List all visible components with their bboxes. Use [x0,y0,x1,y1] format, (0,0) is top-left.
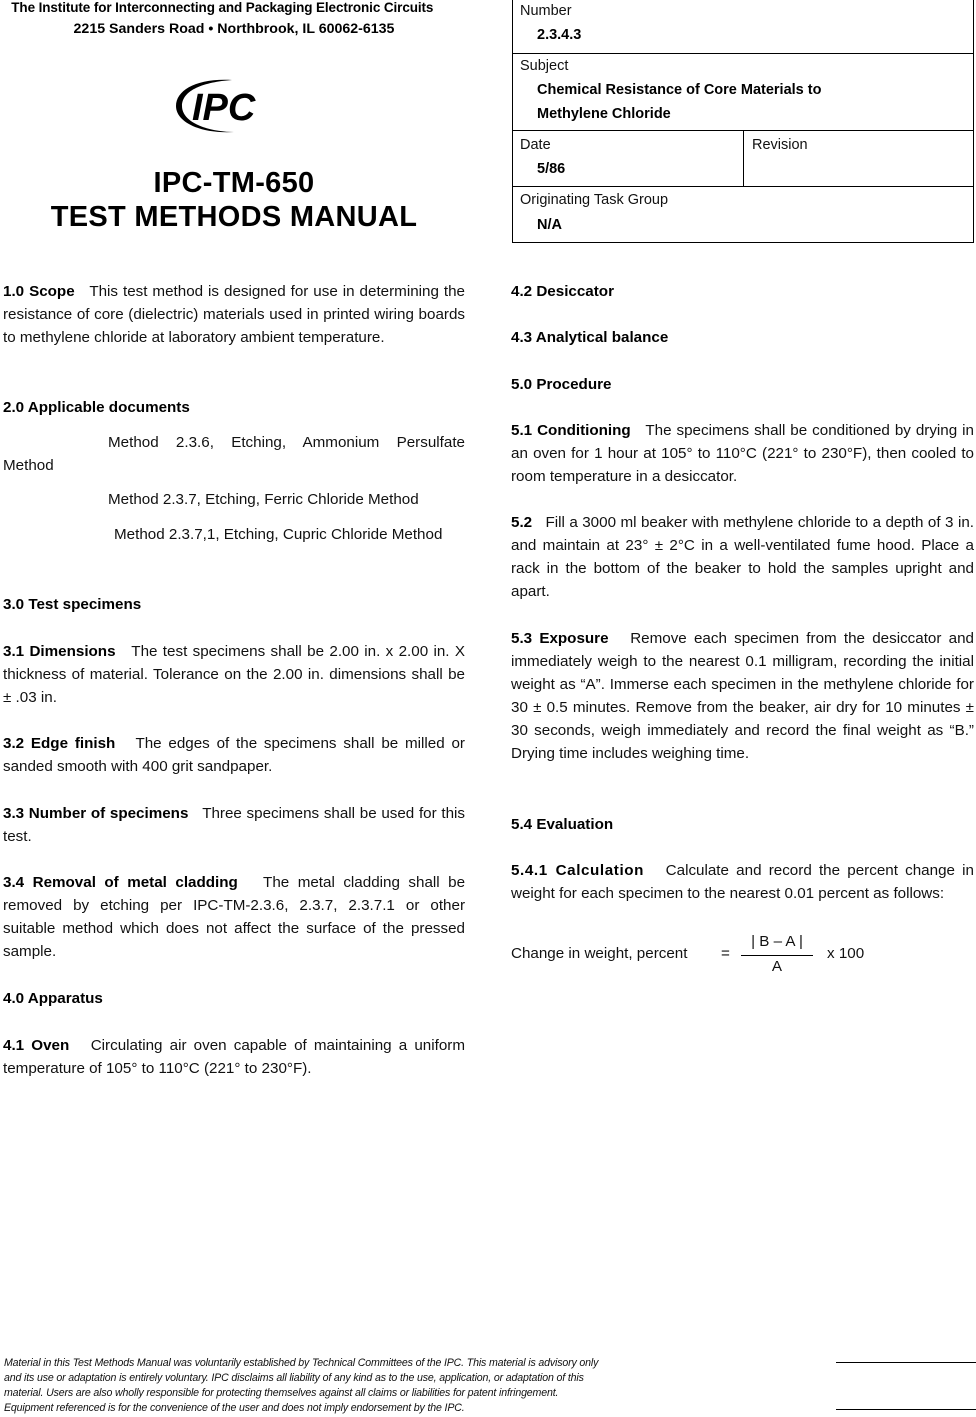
section-heading: 4.1 Oven [3,1037,70,1054]
section-4-0-heading: 4.0 Apparatus [3,990,103,1007]
formula-numerator: | B – A | [751,933,803,950]
section-heading: 3.2 Edge finish [3,735,116,752]
section-3-1-dimensions [3,640,465,709]
logo-text: IPC [192,87,256,129]
section-3-2-edge-finish [3,732,465,778]
section-text: The edges of the specimens shall be milled or sanded smooth with 400 grit sandpaper. [3,735,465,775]
section-text: Fill a 3000 ml beaker with methylene chloride to a depth of 3 in. and maintain at 23° ± 2°C in a well-ventilated fume hood. Place a rack in the bottom of the beaker to hold the samples upright and apart. [511,514,974,600]
footer-rule-bottom [836,1409,976,1410]
disclaimer-line: Equipment referenced is for the convenience of the user and does not imply endorsement by the IPC. [4,1402,465,1414]
section-3-0-heading: 3.0 Test specimens [3,596,142,613]
section-text: Remove each specimen from the desiccator and immediately weigh to the nearest 0.1 milligram, recording the initial weight as “A”. Immerse each specimen in the methylene chloride for 30 ± 0.5 minutes. Remove from the beaker, air dry for 10 minutes ± 30 seconds, weigh immediately and record the final weight as “B.” Drying time includes weighing time. [511,630,974,762]
doc-text: Method 2.3.7, Etching, Ferric Chloride Method [108,491,419,508]
section-5-1-conditioning [511,419,974,488]
ipc-logo-icon [172,76,282,136]
subject-line2: Methylene Chloride [537,106,671,122]
section-text: Calculate and record the percent change in weight for each specimen to the nearest 0.01 percent as follows: [511,862,974,902]
section-heading: 5.1 Conditioning [511,422,631,439]
disclaimer-line: Material in this Test Methods Manual was voluntarily established by Technical Committees of the IPC. This material is advisory only [4,1357,599,1369]
section-5-3-exposure [511,627,974,765]
section-heading: 5.4.1 Calculation [511,862,645,879]
section-text: The specimens shall be conditioned by drying in an oven for 1 hour at 105° to 110°C (221° to 230°F), then cooled to room temperature in a desiccator. [511,422,974,485]
formula-lhs: Change in weight, percent [511,945,688,962]
applicable-doc-1 [3,431,465,477]
disclaimer-line: material. Users are also wholly responsible for protecting themselves against all claims or liabilities for patent infringement. [4,1387,559,1399]
info-box [512,0,974,243]
manual-title-line2: TEST METHODS MANUAL [50,201,418,233]
section-heading: 3.3 Number of specimens [3,805,189,822]
section-text: This test method is designed for use in determining the resistance of core (dielectric) materials used in printed wiring boards to methylene chloride at laboratory ambient temperature. [3,283,465,346]
task-group-value: N/A [537,217,562,233]
fraction-bar [741,955,813,956]
date-label: Date [520,137,551,153]
disclaimer-line: and its use or adaptation is entirely voluntary. IPC disclaims all liability of any kind as to the use, application, or adaptation of this [4,1372,584,1384]
section-5-0-heading: 5.0 Procedure [511,376,612,393]
subject-line1: Chemical Resistance of Core Materials to [537,82,822,98]
section-2-0-heading: 2.0 Applicable documents [3,399,190,416]
section-4-2-heading: 4.2 Desiccator [511,283,614,300]
doc-text: Method 2.3.7,1, Etching, Cupric Chloride Method [114,526,443,543]
institute-name: The Institute for Interconnecting and Packaging Electronic Circuits [11,0,434,16]
footer-disclaimer [4,1356,704,1416]
manual-title-line1: IPC-TM-650 [153,167,315,199]
section-5-4-1-calculation [511,859,974,905]
section-heading: 3.4 Removal of metal cladding [3,874,238,891]
number-value: 2.3.4.3 [537,27,582,43]
formula-denominator: A [771,958,783,975]
subject-row [513,54,973,131]
info-box-divider [743,131,744,186]
footer-rule-top [836,1362,976,1363]
section-4-3-heading: 4.3 Analytical balance [511,329,669,346]
applicable-doc-2 [3,488,465,511]
date-value: 5/86 [537,161,566,177]
section-heading: 5.2 [511,514,533,531]
section-3-3-number-of-specimens [3,802,465,848]
formula-equals: = [721,945,730,962]
number-row [513,0,973,54]
manual-title [0,166,468,234]
section-text: Three specimens shall be used for this test. [3,805,465,845]
subject-label: Subject [520,58,569,74]
task-group-label: Originating Task Group [520,192,669,208]
section-text: Circulating air oven capable of maintaining a uniform temperature of 105° to 110°C (221° to 230°F). [3,1037,465,1077]
section-text: The test specimens shall be 2.00 in. x 2.00 in. X thickness of material. Tolerance on the 2.00 in. dimensions shall be ± .03 in. [3,643,465,706]
section-3-4-removal-of-metal-cladding [3,871,465,963]
revision-label: Revision [752,137,808,153]
section-1-0-scope [3,280,465,349]
applicable-doc-3 [3,523,465,546]
section-4-1-oven [3,1034,465,1080]
number-label: Number [520,3,572,19]
section-heading: 3.1 Dimensions [3,643,116,660]
formula-multiplier: x 100 [827,945,865,962]
section-text: The metal cladding shall be removed by etching per IPC-TM-2.3.6, 2.3.7, 2.3.7.1 or other suitable method which does not affect the surface of the pressed sample. [3,874,466,960]
section-5-2 [511,511,974,603]
section-heading: 1.0 Scope [3,283,75,300]
section-5-4-heading: 5.4 Evaluation [511,816,614,833]
task-group-row [513,187,973,243]
doc-text: Method 2.3.6, Etching, Ammonium Persulfate Method [3,434,465,474]
institute-address: 2215 Sanders Road • Northbrook, IL 60062-6135 [73,21,395,37]
section-heading: 5.3 Exposure [511,630,609,647]
